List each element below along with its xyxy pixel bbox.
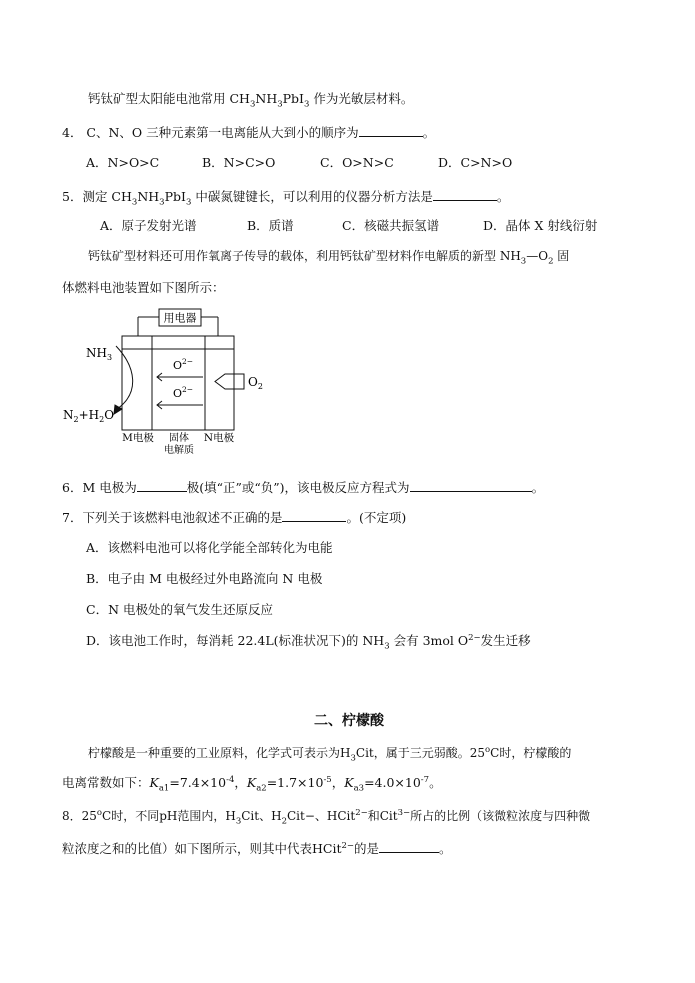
m-electrode-label: M电极 (122, 432, 154, 444)
n-electrode-label: N电极 (203, 432, 235, 444)
intro-line: 钙钛矿型太阳能电池常用 $CH_3NH_3PbI_3$ 作为光敏层材料。 (88, 91, 414, 110)
answer-blank-6a[interactable] (137, 479, 187, 492)
electrolyte-label-2: 电解质 (164, 445, 194, 455)
q4-option-d: D．C>N>O (438, 155, 513, 170)
q4-option-c: C．O>N>C (320, 155, 394, 170)
answer-blank-7[interactable] (282, 509, 346, 522)
question-6: 6．M 电极为 极(填“正”或“负”)，该电极反应方程式为 。 (62, 480, 545, 495)
question-7-stem: 7．下列关于该燃料电池叙述不正确的是 。(不定项) (62, 510, 407, 525)
q7-option-d: D．该电池工作时，每消耗 22.4L(标准状况下)的 $NH_3$ 会有 3mol $O^{2-}$发生迁移 (86, 632, 531, 652)
paragraph-fuel-cell-line2: 体燃料电池装置如下图所示： (62, 280, 225, 295)
electrolyte-label-1: 固体 (169, 433, 189, 444)
section-title: 二、柠檬酸 (314, 713, 384, 729)
question-8-line2: 粒浓度之和的比值）如下图所示，则其中代表HCit$^{2-}$的是 。 (62, 840, 452, 856)
nh3-label: $NH_3$ (86, 346, 113, 362)
fuel-cell-diagram (58, 305, 288, 455)
q5-option-d: D．晶体 X 射线衍射 (483, 218, 598, 233)
products-label: $N_2+H_2O$ (63, 408, 115, 424)
paragraph-citric-acid-constants: 电离常数如下：$K_{a1}=7.4\times 10^{-4}$，$K_{a2}=1.7\times 10^{-5}$，$K_{a3}=4.0\times 10^{-7}$。 (62, 774, 442, 794)
answer-blank-4[interactable] (359, 124, 423, 137)
ion-label-1: $O^{2-}$ (173, 357, 194, 372)
o2-label: $O_2$ (248, 375, 263, 391)
answer-blank-5[interactable] (433, 188, 497, 201)
q7-option-b: B．电子由 M 电极经过外电路流向 N 电极 (86, 571, 323, 586)
question-4-stem: 4． C、N、O 三种元素第一电离能从大到小的顺序为 。 (62, 125, 436, 140)
q7-option-a: A．该燃料电池可以将化学能全部转化为电能 (86, 540, 333, 555)
answer-blank-6b[interactable] (410, 479, 532, 492)
load-label: 用电器 (163, 311, 197, 325)
question-8-line1: 8．25$^o$C时，不同pH范围内，$H_3Cit$、$H_2Cit-$、HCit$^{2-}$和Cit$^{3-}$所占的比例（该微粒浓度与四种微 (62, 808, 591, 827)
q5-option-b: B．质谱 (247, 218, 294, 233)
paragraph-fuel-cell: 钙钛矿型材料还可用作氧离子传导的载体，利用钙钛矿型材料作电解质的新型 $NH_3—O_2$ 固 (88, 249, 570, 267)
nh3-flow-curve (116, 346, 133, 409)
paragraph-citric-acid: 柠檬酸是一种重要的工业原料，化学式可表示为$H_3Cit$，属于三元弱酸。25$^o$C时，柠檬酸的 (88, 745, 572, 764)
q7-option-c: C．N 电极处的氧气发生还原反应 (86, 602, 273, 617)
ion-label-2: $O^{2-}$ (173, 385, 194, 400)
q4-option-b: B．N>C>O (202, 155, 276, 170)
q5-option-c: C．核磁共振氢谱 (342, 218, 440, 233)
question-5-stem: 5．测定 $CH_3NH_3PbI_3$ 中碳氮键键长，可以利用的仪器分析方法是 。 (62, 189, 510, 208)
q5-option-a: A．原子发射光谱 (100, 218, 197, 233)
answer-blank-8[interactable] (379, 840, 439, 853)
q4-option-a: A．N>O>C (86, 155, 160, 170)
o2-hollow-arrow (215, 374, 244, 389)
